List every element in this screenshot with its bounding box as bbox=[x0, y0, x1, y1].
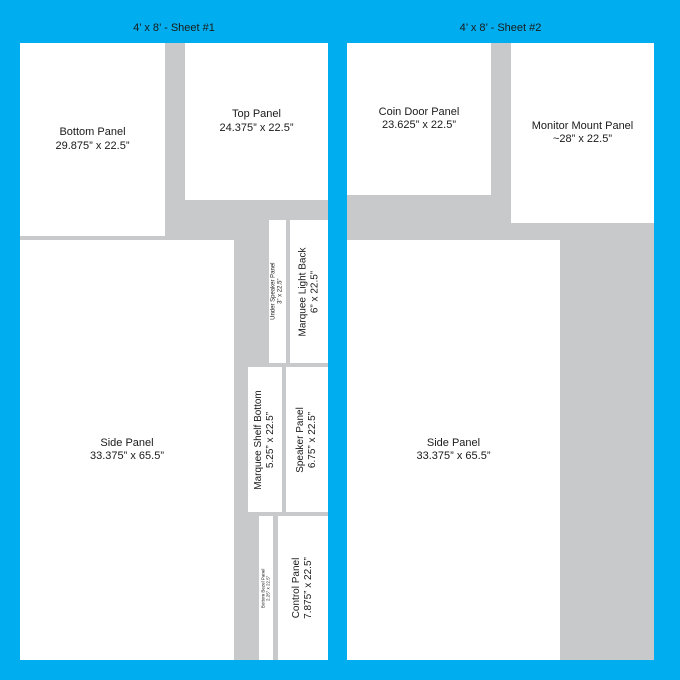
control-panel-name: Control Panel bbox=[291, 557, 302, 619]
side-panel-2-name: Side Panel bbox=[426, 436, 481, 449]
marquee-shelf-bottom-dimensions: 5.25” x 22.5” bbox=[265, 411, 276, 468]
speaker-panel-name: Speaker Panel bbox=[295, 406, 307, 473]
bottom-bezel-panel-name: Bottom Bezel Panel bbox=[260, 568, 266, 608]
bottom-bezel-panel bbox=[259, 516, 273, 660]
side-panel-2-dimensions: 33.375” x 65.5” bbox=[416, 450, 491, 462]
control-panel bbox=[278, 516, 328, 660]
marquee-light-back-dimensions: 6” x 22.5” bbox=[309, 270, 321, 313]
coin-door-panel bbox=[347, 43, 491, 195]
side-panel-name: Side Panel bbox=[100, 436, 154, 449]
marquee-shelf-bottom-panel bbox=[248, 367, 282, 512]
bottom-panel bbox=[20, 43, 165, 236]
under-speaker-panel bbox=[269, 220, 286, 363]
bottom-panel-dimensions: 29.875” x 22.5” bbox=[55, 139, 130, 152]
speaker-panel-dimensions: 6.75” x 22.5” bbox=[307, 411, 319, 468]
control-panel-dimensions: 7.875” x 22.5” bbox=[303, 557, 314, 619]
top-panel bbox=[185, 43, 328, 200]
sheet-2-title: 4’ x 8’ - Sheet #2 bbox=[459, 22, 542, 34]
sheet-2 bbox=[347, 43, 654, 660]
bottom-bezel-panel-dimensions: 2.25” x 22.5” bbox=[266, 575, 271, 601]
sheet-1-title: 4’ x 8’ - Sheet #1 bbox=[133, 22, 215, 34]
marquee-shelf-bottom-name: Marquee Shelf Bottom bbox=[253, 389, 264, 490]
top-panel-dimensions: 24.375” x 22.5” bbox=[219, 121, 294, 134]
monitor-mount-panel-dimensions: ~28” x 22.5” bbox=[552, 133, 612, 145]
coin-door-panel-name: Coin Door Panel bbox=[378, 105, 460, 118]
side-panel-dimensions: 33.375” x 65.5” bbox=[90, 450, 164, 462]
top-panel-name: Top Panel bbox=[232, 108, 281, 121]
side-panel-sheet-1 bbox=[20, 240, 234, 660]
sheet-1 bbox=[20, 43, 328, 660]
under-speaker-panel-dimensions: 3” x 22.5” bbox=[277, 278, 284, 305]
monitor-mount-panel-name: Monitor Mount Panel bbox=[531, 119, 634, 132]
under-speaker-panel-name: Under Speaker Panel bbox=[270, 262, 277, 321]
marquee-light-back-panel bbox=[290, 220, 328, 363]
coin-door-panel-dimensions: 23.625” x 22.5” bbox=[382, 119, 456, 131]
side-panel-sheet-2 bbox=[347, 240, 560, 660]
speaker-panel bbox=[286, 367, 328, 512]
bottom-panel-name: Bottom Panel bbox=[59, 126, 126, 139]
monitor-mount-panel bbox=[511, 43, 654, 223]
marquee-light-back-name: Marquee Light Back bbox=[297, 247, 309, 336]
